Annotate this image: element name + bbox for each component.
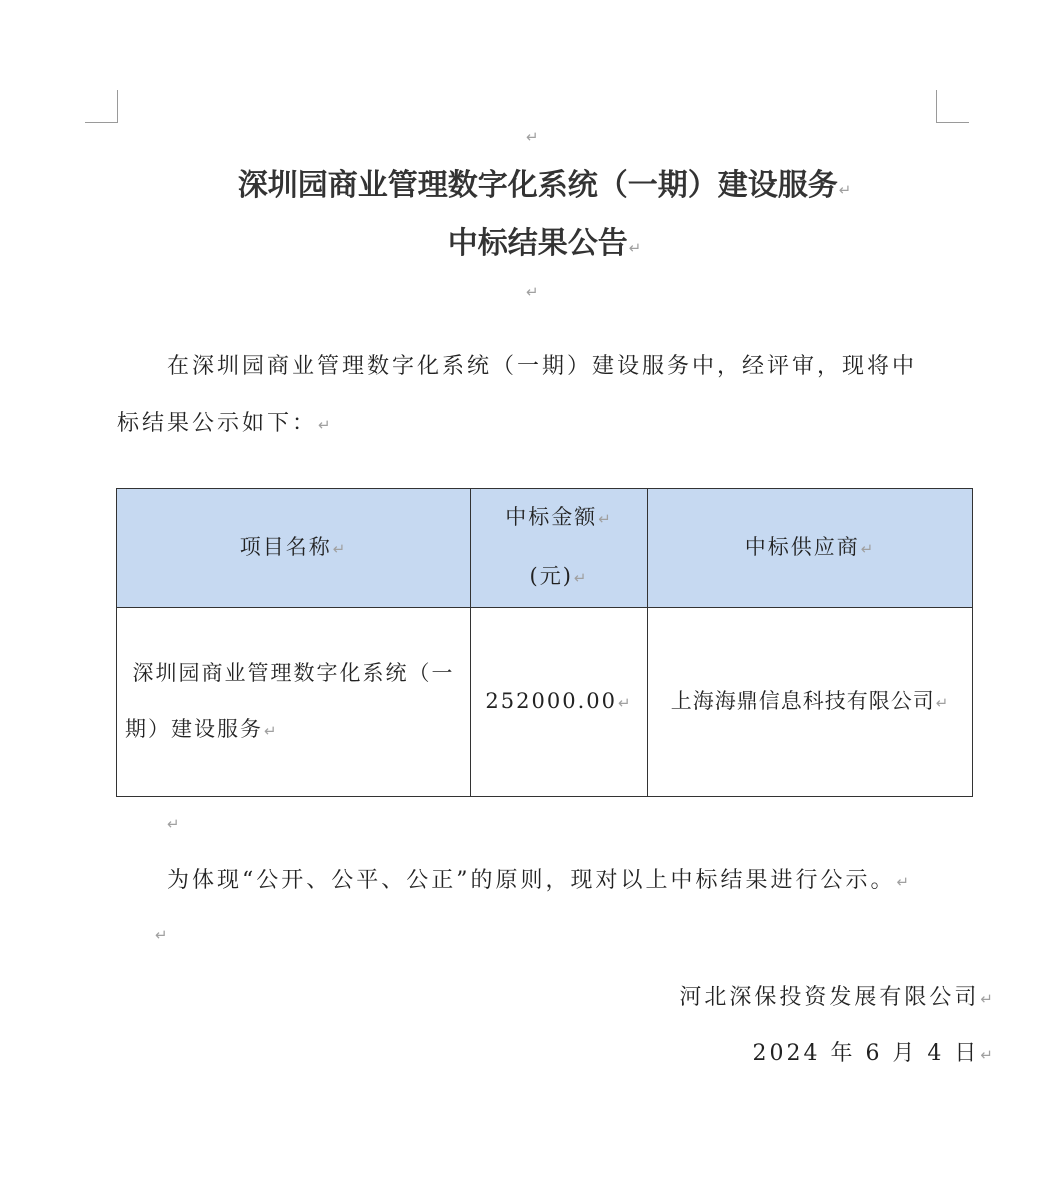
cell-supplier: 上海海鼎信息科技有限公司↵ xyxy=(648,608,973,797)
header-amount: 中标金额↵ (元)↵ xyxy=(471,489,648,608)
paragraph-mark-icon: ↵ xyxy=(980,990,996,1008)
paragraph-mark-icon: ↵ xyxy=(155,926,168,944)
paragraph-mark-icon: ↵ xyxy=(526,283,539,301)
header-supplier: 中标供应商↵ xyxy=(648,489,973,608)
table-row xyxy=(117,608,973,797)
paragraph-mark-icon: ↵ xyxy=(980,1046,996,1064)
title-line-1: 深圳园商业管理数字化系统（一期）建设服务 xyxy=(237,168,838,203)
paragraph-mark-icon: ↵ xyxy=(167,815,180,833)
paragraph-mark-icon: ↵ xyxy=(598,510,613,528)
result-table xyxy=(116,488,973,797)
paragraph-mark-icon: ↵ xyxy=(896,873,913,891)
paragraph-mark-icon: ↵ xyxy=(573,569,589,587)
intro-text: 在深圳园商业管理数字化系统（一期）建设服务中，经评审，现将中标结果公示如下： xyxy=(117,354,918,436)
issue-date: 2024 年 6 月 4 日↵ xyxy=(752,1041,996,1066)
paragraph-mark-icon: ↵ xyxy=(617,694,633,712)
closing-paragraph xyxy=(167,856,912,907)
page-subtitle xyxy=(117,218,972,262)
paragraph-mark-icon: ↵ xyxy=(264,722,279,740)
paragraph-mark-icon: ↵ xyxy=(628,239,642,257)
cell-amount: 252000.00↵ xyxy=(471,608,648,797)
intro-paragraph xyxy=(117,338,937,454)
crop-mark-top-right xyxy=(936,90,969,123)
paragraph-mark-icon: ↵ xyxy=(860,539,876,558)
title-line-2: 中标结果公告 xyxy=(447,226,628,261)
paragraph-mark-icon: ↵ xyxy=(838,181,852,199)
crop-mark-top-left xyxy=(85,90,118,123)
issuer-name: 河北深保投资发展有限公司↵ xyxy=(679,985,996,1010)
table-header-row xyxy=(117,489,973,608)
paragraph-mark-icon: ↵ xyxy=(332,539,348,558)
closing-text: 为体现“公开、公平、公正”的原则，现对以上中标结果进行公示。 xyxy=(167,868,896,893)
page-title xyxy=(117,160,972,204)
paragraph-mark-icon: ↵ xyxy=(318,416,334,434)
paragraph-mark-icon: ↵ xyxy=(526,128,539,146)
cell-project-name: 深圳园商业管理数字化系统（一期）建设服务↵ xyxy=(117,608,471,797)
header-project-name: 项目名称↵ xyxy=(117,489,471,608)
paragraph-mark-icon: ↵ xyxy=(935,694,950,712)
